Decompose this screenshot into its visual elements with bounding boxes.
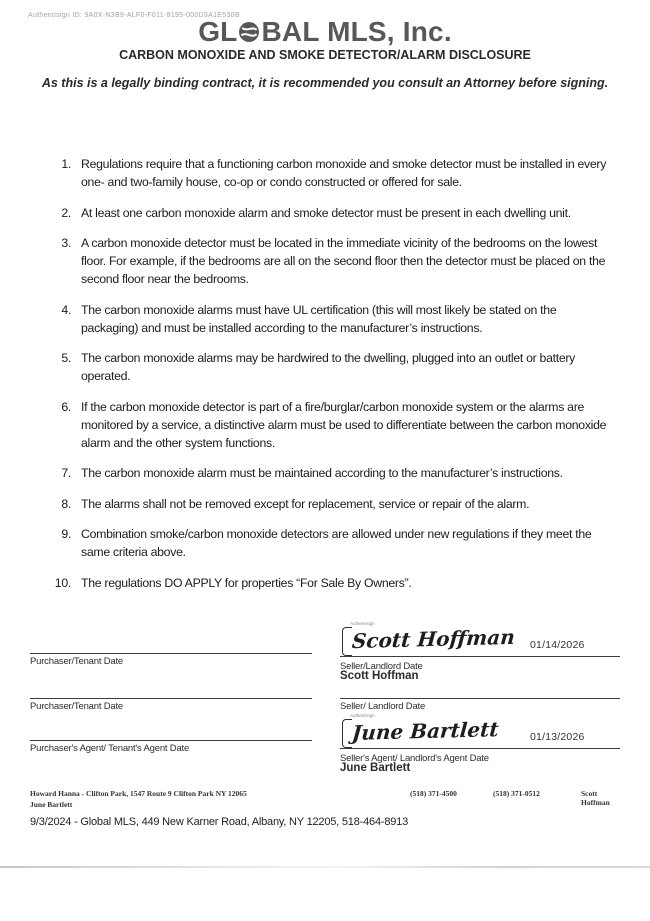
item-number: 5. [61, 351, 71, 365]
purchaser-signature-line[interactable] [30, 653, 312, 654]
seller-landlord-date-label: Seller/ Landlord Date [340, 701, 426, 712]
seller-agent-date-label: Seller's Agent/ Landlord's Agent Date [340, 753, 489, 764]
purchaser-agent-signature-slot [30, 740, 312, 754]
list-item [47, 155, 615, 191]
item-number: 9. [61, 527, 71, 541]
list-item [47, 525, 615, 561]
list-item [47, 398, 615, 452]
item-number: 3. [61, 236, 71, 250]
list-item [47, 204, 615, 222]
seller-agent-printed-name: June Bartlett [340, 762, 411, 774]
scanned-page-edge [0, 866, 650, 868]
list-item [47, 349, 615, 385]
footer-broker-info [30, 789, 622, 809]
list-item [47, 234, 615, 288]
seller-blank-slot [340, 698, 620, 712]
seller-signature-slot [340, 618, 620, 698]
item-text: Combination smoke/carbon monoxide detectors are allowed under new regulations if they meet the same criteria above. [81, 527, 592, 559]
item-number: 8. [61, 496, 71, 511]
item-text: The carbon monoxide alarms may be hardwired to the dwelling, plugged into an outlet or battery operated. [81, 351, 576, 383]
logo-text-prefix: GL [198, 16, 238, 47]
item-number: 2. [61, 205, 71, 220]
footer-phone-2: (518) 371-0512 [493, 789, 540, 798]
list-item [47, 495, 615, 513]
seller-agent-signature: June Bartlett [351, 717, 500, 745]
authentisign-stamp-text: Authentisign [350, 621, 375, 626]
seller-blank-signature-line[interactable] [340, 698, 620, 699]
globe-icon [238, 21, 260, 43]
item-text: The carbon monoxide alarm must be maintained according to the manufacturer’s instructions. [81, 466, 563, 480]
item-number: 6. [61, 399, 71, 414]
item-number: 1. [61, 157, 71, 171]
footer-contact-name: Scott Hoffman [581, 789, 610, 807]
list-item [47, 301, 615, 337]
seller-printed-name: Scott Hoffman [340, 670, 419, 682]
item-number: 7. [61, 466, 71, 480]
purchaser-agent-signature-line[interactable] [30, 740, 312, 741]
purchaser-tenant-date-label: Purchaser/Tenant Date [30, 656, 123, 667]
seller-signature: Scott Hoffman [351, 624, 516, 654]
item-number: 4. [61, 302, 71, 317]
seller-signature-date: 01/14/2026 [530, 639, 585, 651]
authentisign-id: Authentisign ID: 9A0X-N3B9-ALF0-F011-8195-000D3A1E530B [28, 12, 240, 19]
seller-agent-signature-slot [340, 712, 620, 792]
signature-section [30, 618, 620, 793]
purchaser-signature-slot-2 [30, 698, 312, 712]
regulations-list [47, 155, 615, 604]
purchaser-tenant-date-label: Purchaser/Tenant Date [30, 701, 123, 712]
footer-version-line: 9/3/2024 - Global MLS, 449 New Karner Road, Albany, NY 12205, 518-464-8913 [30, 816, 408, 828]
list-item [47, 464, 615, 482]
document-title: CARBON MONOXIDE AND SMOKE DETECTOR/ALARM DISCLOSURE [119, 48, 531, 62]
global-mls-logo [0, 16, 650, 48]
seller-agent-signature-line [340, 748, 620, 749]
item-text: If the carbon monoxide detector is part of a fire/burglar/carbon monoxide system or the alarms are monitored by a service, a distinctive alarm must be used to differentiate between the carbon monoxide alarm and the other system functions. [81, 399, 607, 450]
item-text: The regulations DO APPLY for properties “For Sale By Owners”. [81, 575, 412, 590]
logo-text-suffix: BAL MLS, Inc. [261, 16, 452, 47]
authentisign-stamp-text: Authentisign [350, 713, 375, 718]
seller-signature-line [340, 656, 620, 657]
legal-notice: As this is a legally binding contract, it is recommended you consult an Attorney before signing. [41, 76, 609, 90]
item-text: Regulations require that a functioning carbon monoxide and smoke detector must be installed in every one- and two-family house, co-op or condo constructed or offered for sale. [81, 157, 607, 189]
item-text: The alarms shall not be removed except for replacement, service or repair of the alarm. [81, 496, 530, 511]
seller-agent-signature-date: 01/13/2026 [530, 731, 585, 743]
seller-landlord-date-label: Seller/Landlord Date [340, 661, 423, 672]
purchaser-agent-date-label: Purchaser's Agent/ Tenant's Agent Date [30, 743, 190, 754]
item-number: 10. [54, 575, 71, 590]
item-text: The carbon monoxide alarms must have UL certification (this will most likely be stated on the packaging) and must be installed according to the manufacturer’s instructions. [81, 302, 557, 335]
purchaser-signature-line[interactable] [30, 698, 312, 699]
list-item [47, 574, 615, 592]
purchaser-signature-slot-1 [30, 653, 312, 667]
footer-phone-1: (518) 371-4500 [410, 789, 457, 798]
footer-agent-name: June Bartlett [30, 800, 73, 809]
item-text: At least one carbon monoxide alarm and smoke detector must be present in each dwelling unit. [81, 205, 571, 220]
footer-office-address: Howard Hanna - Clifton Park, 1547 Route 9 Clifton Park NY 12065 [30, 789, 247, 798]
item-text: A carbon monoxide detector must be located in the immediate vicinity of the bedrooms on the lowest floor. For example, if the bedrooms are all on the second floor then the detector must be placed on the second floor near the bedrooms. [81, 236, 606, 286]
